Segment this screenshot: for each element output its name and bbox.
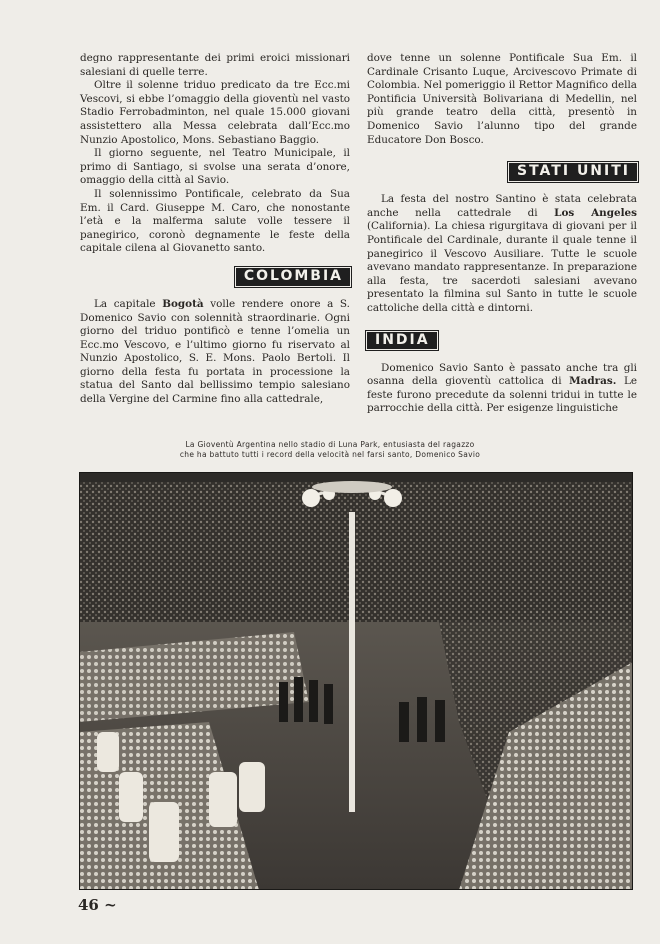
text-run: (California). La chiesa rigurgitava di giovani per il Pontificale del Cardinale, durante il quale tenne il panegirico il Vescovo Ausiliare. Tutte le scuole avevano mandato rappresentanze. In preparazione alla festa, tre sacerdoti salesiani avevano presentato la filmina sul Santo in tutte le scuole cattoliche della città e dintorni. <box>367 220 637 314</box>
section-banner: STATI UNITI <box>509 163 637 181</box>
stadium-photo-illustration <box>79 472 633 890</box>
paragraph <box>367 193 637 315</box>
caption-line: La Gioventù Argentina nello stadio di Luna Park, entusiasta del ragazzo <box>185 440 475 449</box>
paragraph: Il solennissimo Pontificale, celebrato da Sua Em. il Card. Giuseppe M. Caro, che nonostante l’età e la malferma salute volle tessere il panegirico, coronò degnamente le feste della capitale cilena al Giovanetto santo. <box>80 187 350 255</box>
text-run: volle rendere onore a S. Domenico Savio con solennità straordinarie. Ogni giorno del triduo pontificò e tenne l’omelia un Ecc.mo Vescovo, e l’ultimo giorno fu riservato al Nunzio Apostolico, S. E. Mons. Paolo Bertoli. Il giorno della festa fu portata in processione la statua del Santo dal bellissimo tempio salesiano della Vergine del Carmine fino alla cattedrale, <box>80 297 350 406</box>
photo-caption <box>140 440 520 459</box>
section-heading-stati-uniti <box>367 163 637 183</box>
section-banner: INDIA <box>367 332 437 350</box>
city-name: Madras. <box>569 375 617 388</box>
page-number: 46 ~ <box>78 896 117 914</box>
paragraph <box>367 362 637 416</box>
paragraph: degno rappresentante dei primi eroici missionari salesiani di quelle terre. <box>80 52 350 78</box>
caption-line: che ha battuto tutti i record della velocità nel farsi santo, Domenico Savio <box>179 449 481 459</box>
text-run: Domenico Savio Santo è passato anche tra gli osanna della gioventù cattolica di <box>367 361 637 388</box>
city-name: Los Angeles <box>554 206 637 219</box>
text-run: Le feste furono precedute da solenni tridui in tutte le parrocchie della città. Per esigenze linguistiche <box>367 375 637 415</box>
text-run: La festa del nostro Santino è stata celebrata anche nella cattedrale di <box>367 193 637 219</box>
section-heading-india <box>367 332 637 352</box>
city-name: Bogotà <box>162 297 204 310</box>
stadium-photo <box>79 472 633 890</box>
left-column <box>80 52 350 407</box>
section-heading-colombia <box>80 268 350 288</box>
right-column <box>367 52 637 416</box>
paragraph: Il giorno seguente, nel Teatro Municipale, il primo di Santiago, si svolse una serata d’onore, omaggio della città al Savio. <box>80 147 350 187</box>
section-banner: COLOMBIA <box>236 268 350 286</box>
text-run: La capitale <box>94 297 163 310</box>
paragraph <box>80 298 350 407</box>
paragraph: dove tenne un solenne Pontificale Sua Em. il Cardinale Crisanto Luque, Arcivescovo Primate di Colombia. Nel pomeriggio il Rettor Magnifico della Pontificia Università Bolivariana di Medellin, nel più grande teatro della città, presentò in Domenico Savio l’alunno tipo del grande Educatore Don Bosco. <box>367 52 637 146</box>
paragraph: Oltre il solenne triduo predicato da tre Ecc.mi Vescovi, si ebbe l’omaggio della gioventù nel vasto Stadio Ferrobadminton, nel quale 15.000 giovani assistettero alla Messa celebrata dall’Ecc.mo Nunzio Apostolico, Mons. Sebastiano Baggio. <box>80 79 350 146</box>
